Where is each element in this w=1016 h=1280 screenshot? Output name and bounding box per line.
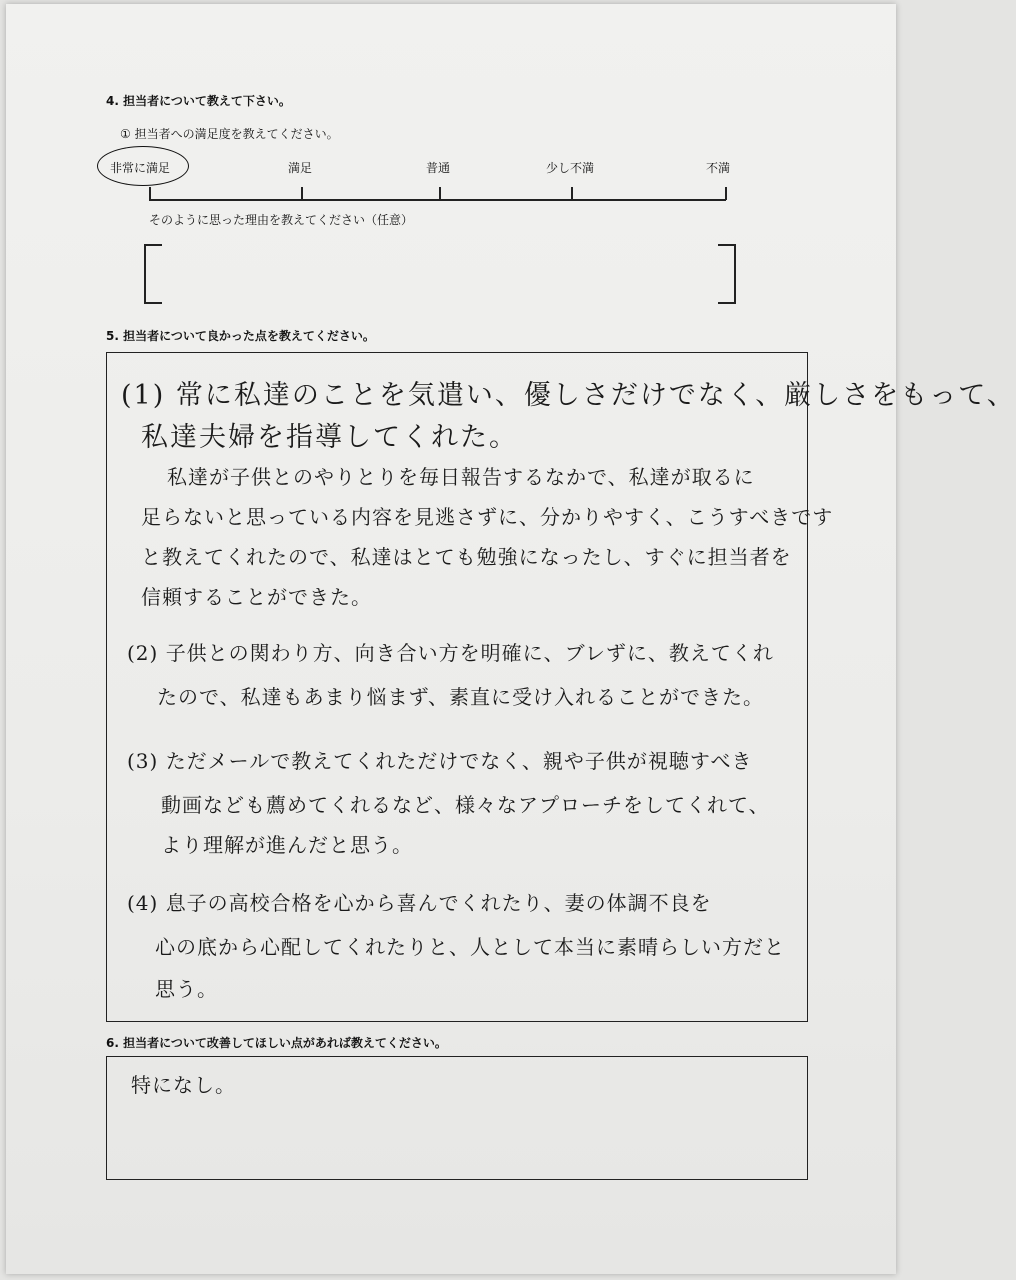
q4-sub-question: ① 担当者への満足度を教えてください。	[120, 127, 339, 141]
q5-line-5: と教えてくれたので、私達はとても勉強になったし、すぐに担当者を	[141, 545, 792, 569]
q6-title: 6. 担当者について改善してほしい点があれば教えてください。	[106, 1036, 447, 1050]
q5-line-2: 私達夫婦を指導してくれた。	[141, 422, 518, 453]
q5-line-12: (4) 息子の高校合格を心から喜んでくれたり、妻の体調不良を	[127, 891, 712, 915]
q5-line-7: (2) 子供との関わり方、向き合い方を明確に、ブレずに、教えてくれ	[127, 641, 774, 665]
scale-tick-3[interactable]	[439, 187, 441, 200]
q4-title: 4. 担当者について教えて下さい。	[106, 94, 291, 108]
scale-tick-5[interactable]	[725, 187, 727, 200]
reason-bracket-right	[718, 244, 736, 304]
scale-label-slightly-dissatisfied: 少し不満	[546, 161, 595, 175]
scale-label-dissatisfied: 不満	[706, 161, 731, 175]
reason-bracket-left	[144, 244, 162, 304]
reason-label: そのように思った理由を教えてください（任意）	[149, 213, 414, 227]
q6-answer: 特になし。	[131, 1073, 236, 1097]
survey-page	[6, 4, 1016, 1274]
q5-line-8: たので、私達もあまり悩まず、素直に受け入れることができた。	[157, 685, 764, 709]
q5-line-13: 心の底から心配してくれたりと、人として本当に素晴らしい方だと	[155, 935, 785, 959]
scale-label-very-satisfied: 非常に満足	[110, 161, 171, 175]
q5-line-11: より理解が進んだと思う。	[161, 833, 413, 857]
q5-title: 5. 担当者について良かった点を教えてください。	[106, 329, 375, 343]
scale-tick-1[interactable]	[149, 187, 151, 200]
q5-line-10: 動画なども薦めてくれるなど、様々なアプローチをしてくれて、	[161, 793, 770, 817]
scale-label-neutral: 普通	[426, 161, 451, 175]
selected-option-circle[interactable]	[97, 146, 189, 186]
q5-line-3: 私達が子供とのやりとりを毎日報告するなかで、私達が取るに	[167, 465, 755, 489]
scale-label-satisfied: 満足	[288, 161, 313, 175]
scale-tick-2[interactable]	[301, 187, 303, 200]
q6-answer-box[interactable]	[106, 1056, 808, 1180]
q5-line-9: (3) ただメールで教えてくれただけでなく、親や子供が視聴すべき	[127, 749, 753, 773]
q5-line-4: 足らないと思っている内容を見逃さずに、分かりやすく、こうすべきです	[141, 505, 834, 529]
scale-tick-4[interactable]	[571, 187, 573, 200]
q5-line-6: 信頼することができた。	[141, 585, 372, 609]
q5-line-14: 思う。	[155, 977, 218, 1001]
scale-axis-line	[149, 199, 726, 201]
q5-answer-box[interactable]	[106, 352, 1016, 1022]
q5-line-1: (1) 常に私達のことを気遣い、優しさだけでなく、厳しさをもって、	[121, 380, 1016, 411]
